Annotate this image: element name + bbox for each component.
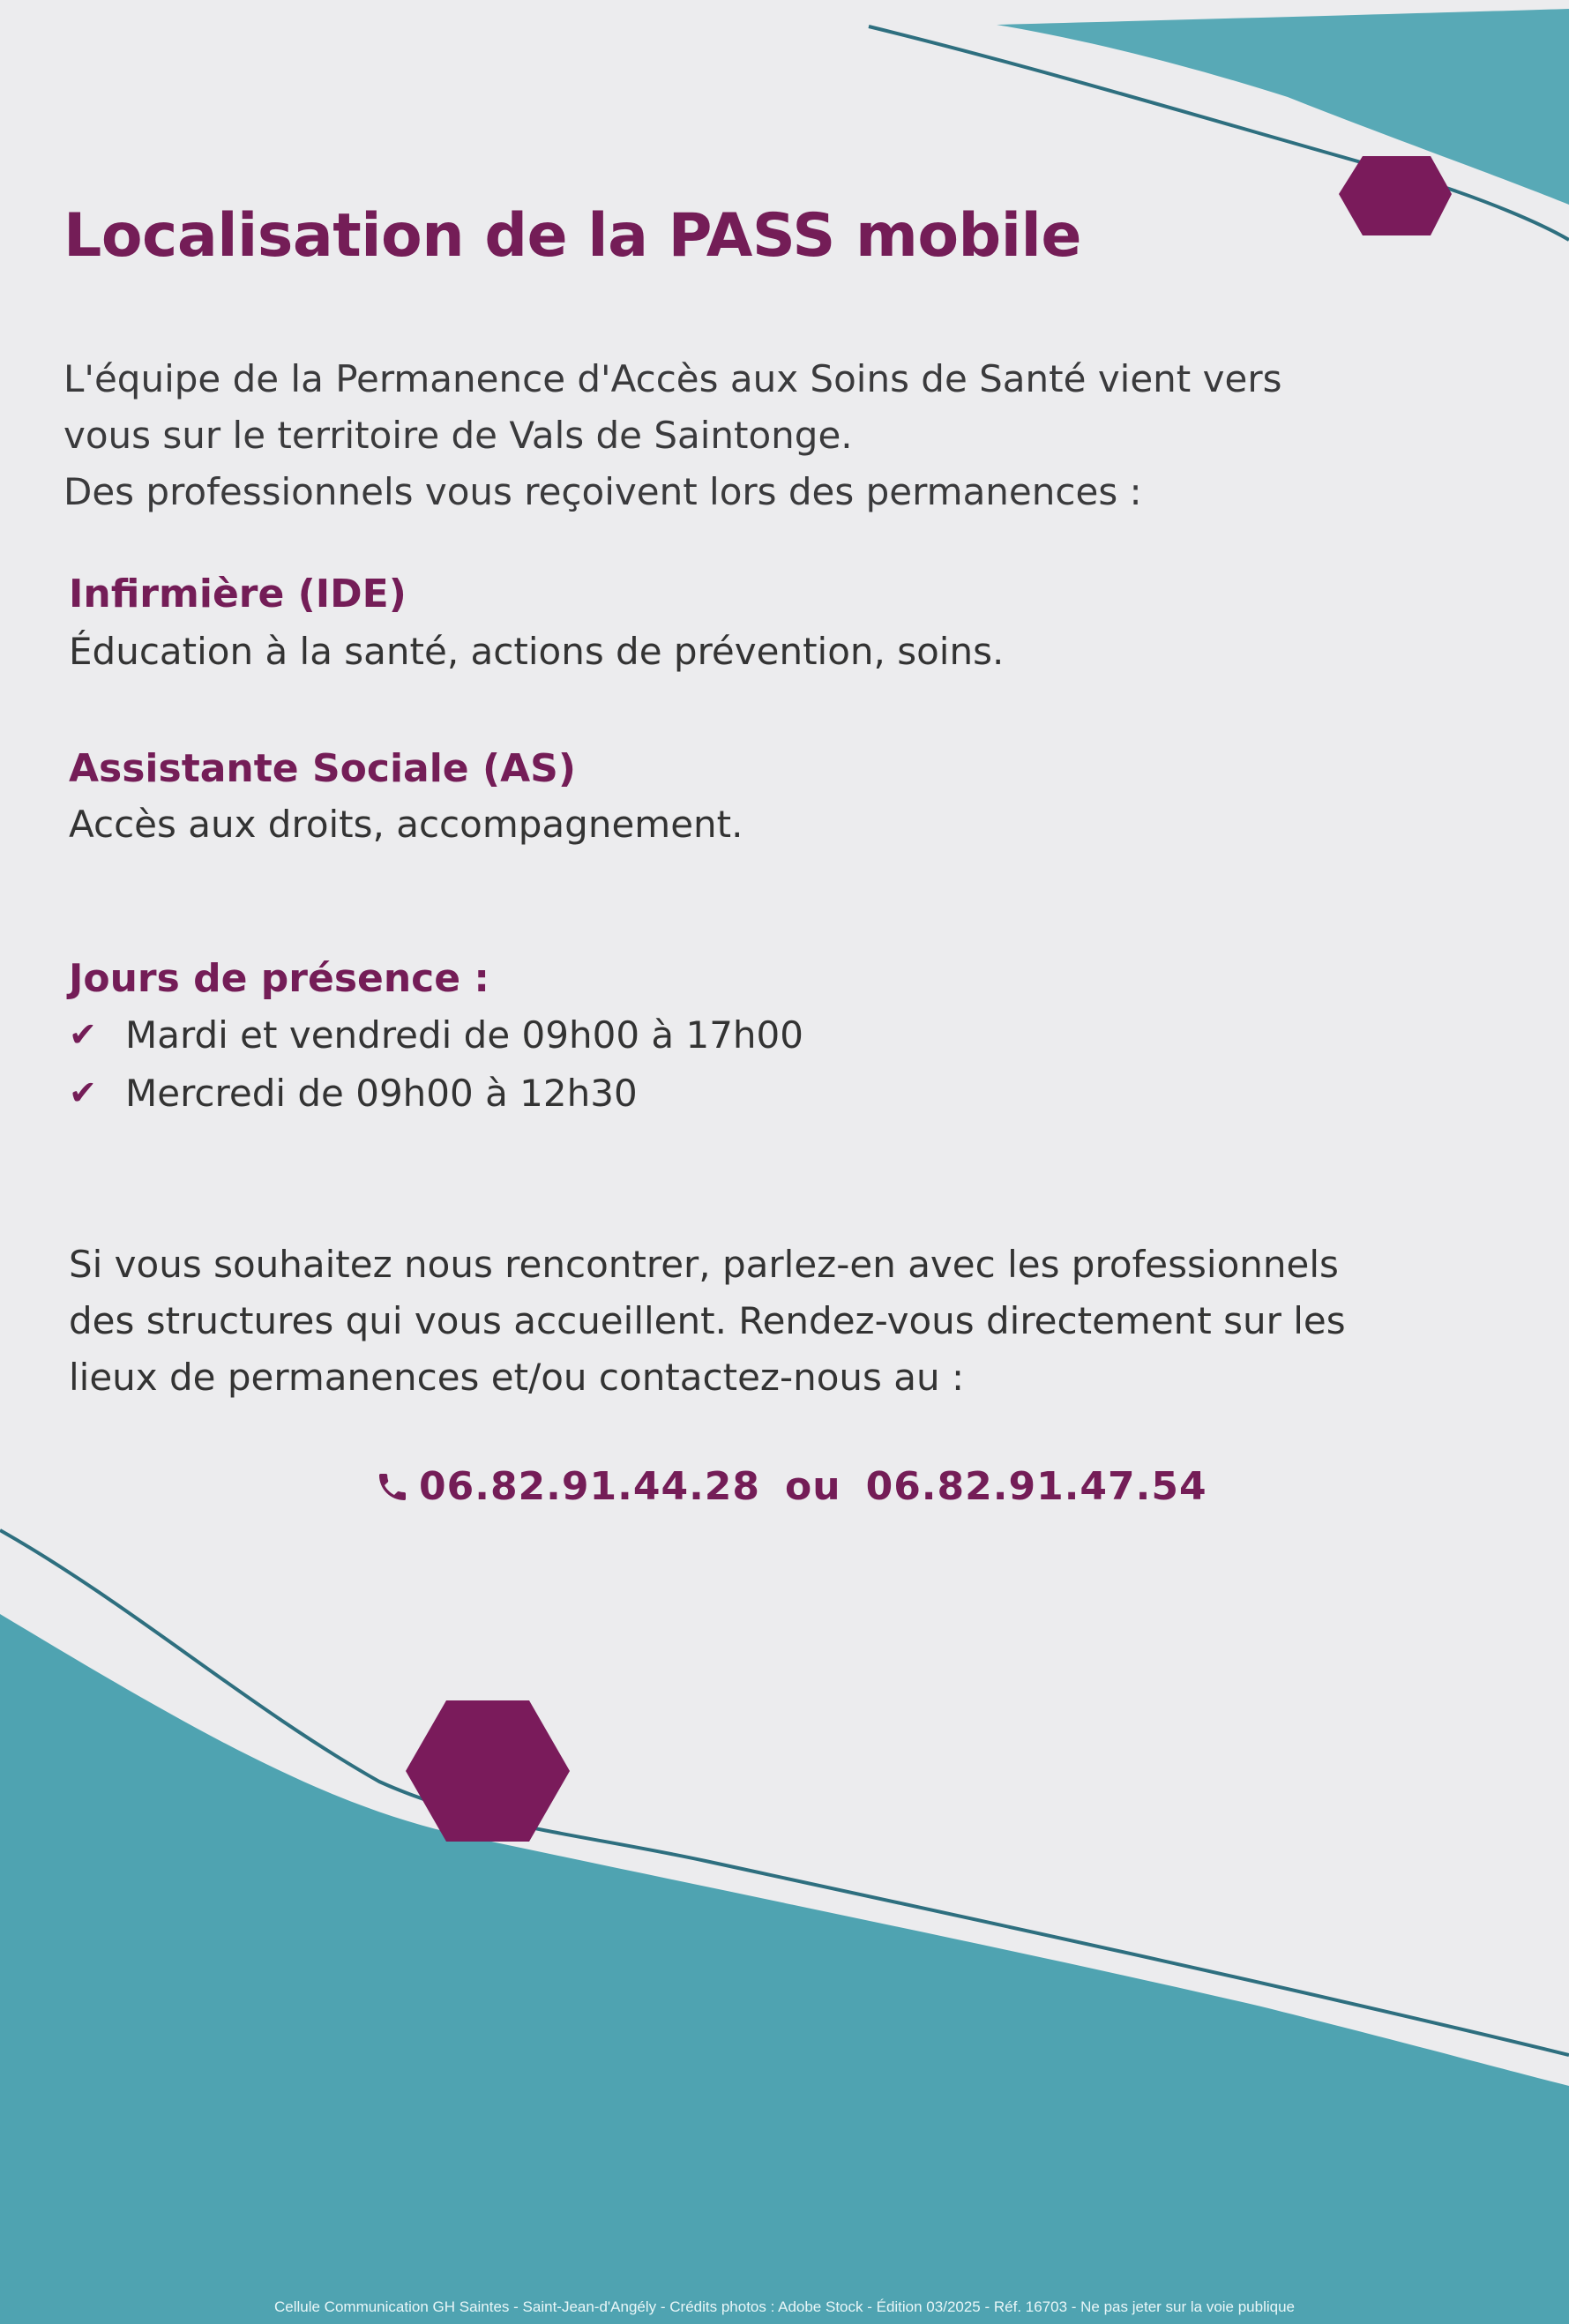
- phone-numbers: [375, 1464, 1207, 1509]
- schedule-list: [69, 1005, 803, 1122]
- nurse-heading: Infirmière (IDE): [69, 572, 407, 616]
- social-worker-description: Accès aux droits, accompagnement.: [69, 803, 743, 846]
- contact-line-2: des structures qui vous accueillent. Rendez-vous directement sur les: [69, 1299, 1346, 1342]
- nurse-description: Éducation à la santé, actions de prévention, soins.: [69, 630, 1005, 673]
- contact-line-3: lieux de permanences et/ou contactez-nous au :: [69, 1356, 965, 1399]
- schedule-heading: Jours de présence :: [69, 956, 490, 1001]
- intro-line-3: Des professionnels vous reçoivent lors des permanences :: [64, 470, 1142, 513]
- schedule-item: [69, 1064, 803, 1122]
- contact-line-1: Si vous souhaitez nous rencontrer, parlez-en avec les professionnels: [69, 1243, 1339, 1286]
- page-title: Localisation de la PASS mobile: [64, 201, 1081, 271]
- checkmark-icon: ✔: [69, 1015, 97, 1054]
- footer-credits: Cellule Communication GH Saintes - Saint-Jean-d'Angély - Crédits photos : Adobe Stock - Édition 03/2025 - Réf. 16703 - Ne pas jeter sur la voie publique: [273, 2298, 1296, 2315]
- contact-paragraph: [69, 1237, 1533, 1406]
- schedule-item: [69, 1005, 803, 1064]
- intro-line-1: L'équipe de la Permanence d'Accès aux Soins de Santé vient vers: [64, 357, 1282, 400]
- social-worker-heading: Assistante Sociale (AS): [69, 746, 576, 791]
- schedule-item-text: Mardi et vendredi de 09h00 à 17h00: [125, 1013, 803, 1057]
- phone-icon: [375, 1469, 410, 1505]
- intro-paragraph: [64, 351, 1510, 520]
- schedule-item-text: Mercredi de 09h00 à 12h30: [125, 1071, 638, 1115]
- checkmark-icon: ✔: [69, 1073, 97, 1112]
- phone-link-1[interactable]: 06.82.91.44.28: [419, 1464, 761, 1509]
- intro-line-2: vous sur le territoire de Vals de Saintonge.: [64, 414, 853, 457]
- phone-separator: ou: [785, 1464, 841, 1509]
- phone-link-2[interactable]: 06.82.91.47.54: [865, 1464, 1207, 1509]
